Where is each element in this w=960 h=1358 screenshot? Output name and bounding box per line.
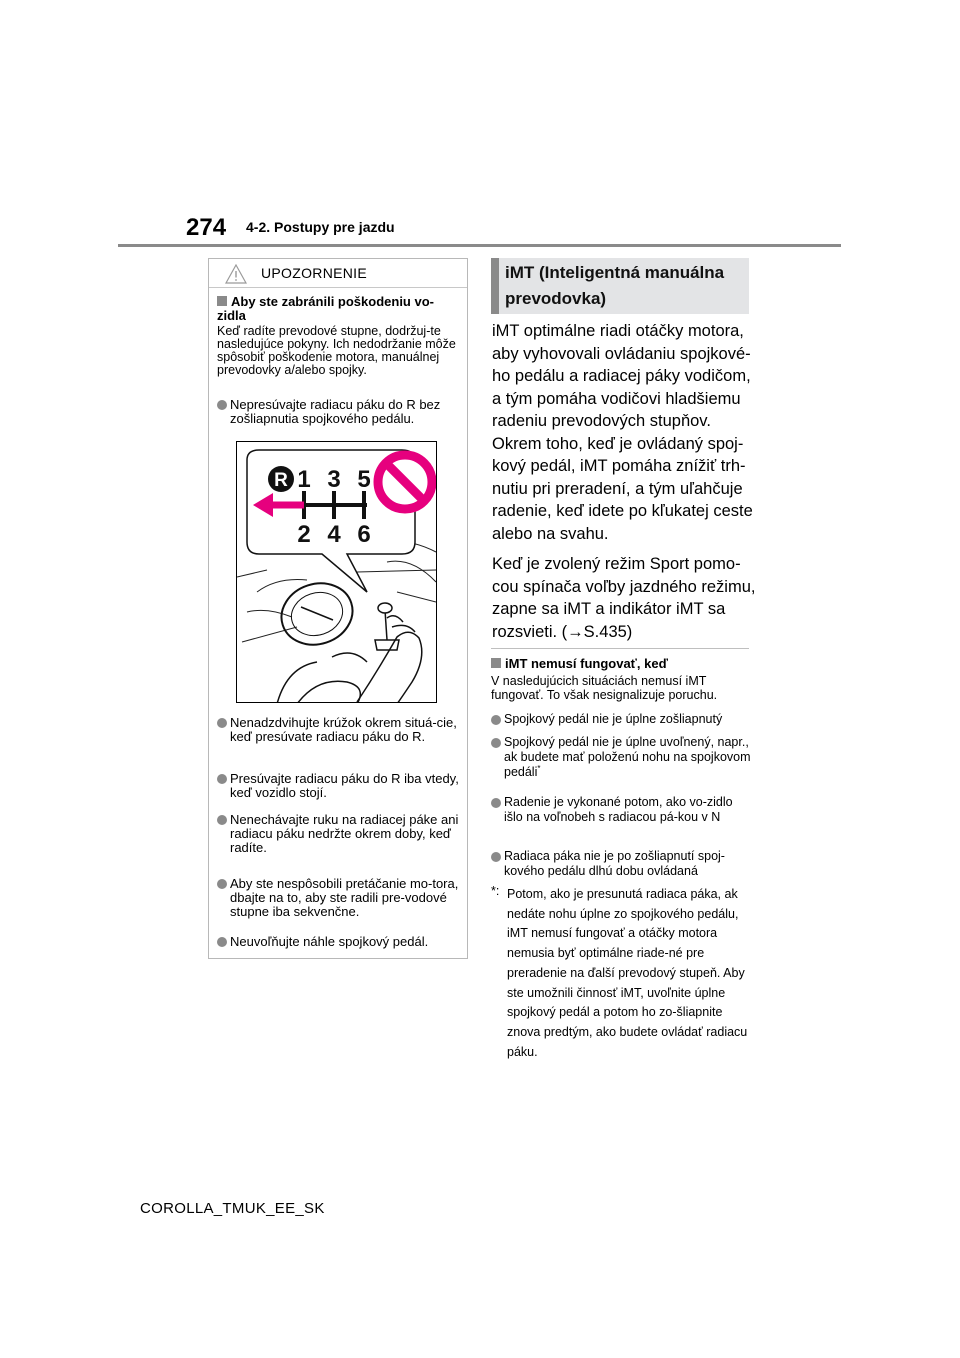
gear-label: 1: [297, 466, 311, 493]
warning-bullet: [217, 813, 463, 855]
imt-bullet-text: Radenie je vykonané potom, ako vo-zidlo išlo na voľnobeh s radiacou pá-kou v N: [504, 795, 733, 824]
warning-header: [209, 259, 467, 287]
imt-intro: V nasledujúcich situáciách nemusí iMT fungovať. To však nesignalizuje poruchu.: [491, 674, 718, 702]
warning-bullet-text: Nenechávajte ruku na radiacej páke ani radiacu páku nedržte okrem doby, keď radíte.: [230, 812, 459, 855]
bullet-dot-icon: [217, 937, 227, 947]
gear-label-reverse: R: [274, 470, 288, 491]
warning-bullet: [217, 772, 463, 800]
imt-bullet: [491, 849, 753, 879]
page-number: 274: [186, 214, 227, 241]
warning-bullet-text: Aby ste nespôsobili pretáčanie mo-tora, dbajte na to, aby ste radili pre-vodové stupne iba sekvenčne.: [230, 876, 459, 919]
imt-subheading: [491, 656, 751, 671]
footnote-mark: *:: [491, 884, 500, 898]
bullet-dot-icon: [217, 815, 227, 825]
gear-label: 3: [327, 466, 341, 493]
imt-title-box: [491, 258, 749, 314]
warning-bullet-text: Nenadzdvihujte krúžok okrem situá-cie, keď presúvate radiacu páku do R.: [230, 715, 457, 744]
imt-title: iMT (Inteligentná manuálna prevodovka): [505, 263, 725, 308]
warning-box: [208, 258, 468, 959]
prohibition-icon: [378, 455, 432, 509]
warning-bullet: [217, 398, 463, 426]
header-rule: [118, 244, 841, 247]
warning-bullet-text: Neuvoľňujte náhle spojkový pedál.: [230, 934, 429, 949]
warning-bullet: [217, 935, 463, 949]
bullet-dot-icon: [491, 798, 501, 808]
imt-divider: [491, 648, 749, 649]
warning-heading: UPOZORNENIE: [261, 265, 367, 281]
warning-subheading: [217, 295, 461, 323]
imt-paragraph: iMT optimálne riadi otáčky motora, aby vyhovovali ovládaniu spojkové-ho pedálu a radiacej páky vodičom, a tým pomáha vodičovi hladšiemu radeniu prevodových stupňov. Okrem toho, keď je ovládaný spoj-kový pedál, iMT pomáha znížiť trh-nutiu pri preradení, a tým uľahčuje radenie, keď idete po kľukatej ceste alebo na svahu.: [492, 322, 753, 543]
gear-label: 6: [357, 521, 371, 548]
bullet-dot-icon: [217, 774, 227, 784]
gear-label: 5: [357, 466, 371, 493]
warning-bullet-text: Presúvajte radiacu páku do R iba vtedy, keď vozidlo stojí.: [230, 771, 459, 800]
footnote-text: Potom, ako je presunutá radiaca páka, ak nedáte nohu úplne zo spojkového pedálu, iMT nemusí fungovať a otáčky motora nemusia byť optimálne riade-né pre preradenie na ďalší prevodový stupeň. Aby ste umožnili činnosť iMT, uvoľnite úplne spojkový pedál a potom ho zo-šliapnite znova predtým, ako budete ovládať radiacu páku.: [507, 887, 748, 1059]
bullet-dot-icon: [491, 852, 501, 862]
gear-shift-illustration: [236, 441, 437, 703]
imt-bullet: [491, 735, 753, 780]
warning-bullet: [217, 716, 463, 744]
section-title: 4-2. Postupy pre jazdu: [246, 219, 395, 235]
driver-shifting-drawing: [237, 442, 437, 703]
imt-body: [492, 320, 762, 651]
imt-bullet-text: Spojkový pedál nie je úplne uvoľnený, napr., ak budete mať položenú nohu na spojkovom pedáli: [504, 735, 751, 779]
warning-bullet-text: Nepresúvajte radiacu páku do R bez zošliapnutia spojkového pedálu.: [230, 397, 441, 426]
warning-intro: Keď radíte prevodové stupne, dodržuj-te nasledujúce pokyny. Ich nedodržanie môže spôsobiť poškodenie motora, manuálnej prevodovky a/alebo spojky.: [217, 324, 456, 377]
warning-triangle-icon: [225, 264, 247, 284]
footnote-reference: *: [537, 763, 541, 773]
imt-subheading-text: iMT nemusí fungovať, keď: [505, 656, 668, 671]
gear-label: 2: [297, 521, 311, 548]
imt-bullet-text: Radiaca páka nie je po zošliapnutí spoj-kového pedálu dlhú dobu ovládaná: [504, 849, 725, 878]
warning-bullet: [217, 877, 463, 919]
document-code: COROLLA_TMUK_EE_SK: [140, 1200, 325, 1217]
imt-bullet: [491, 712, 753, 727]
warning-divider: [209, 287, 467, 288]
square-bullet-icon: [491, 658, 501, 668]
imt-paragraph: Keď je zvolený režim Sport pomo-cou spínača voľby jazdného režimu, zapne sa iMT a indikátor iMT sa rozsvieti. (→S.435): [492, 555, 756, 641]
warning-subheading-text: Aby ste zabránili poškodeniu vo-zidla: [217, 294, 434, 323]
bullet-dot-icon: [217, 879, 227, 889]
bullet-dot-icon: [491, 715, 501, 725]
gear-label: 4: [327, 521, 341, 548]
imt-bullet-text: Spojkový pedál nie je úplne zošliapnutý: [504, 712, 723, 726]
bullet-dot-icon: [217, 718, 227, 728]
bullet-dot-icon: [217, 400, 227, 410]
imt-bullet: [491, 795, 753, 825]
bullet-dot-icon: [491, 738, 501, 748]
square-bullet-icon: [217, 296, 227, 306]
